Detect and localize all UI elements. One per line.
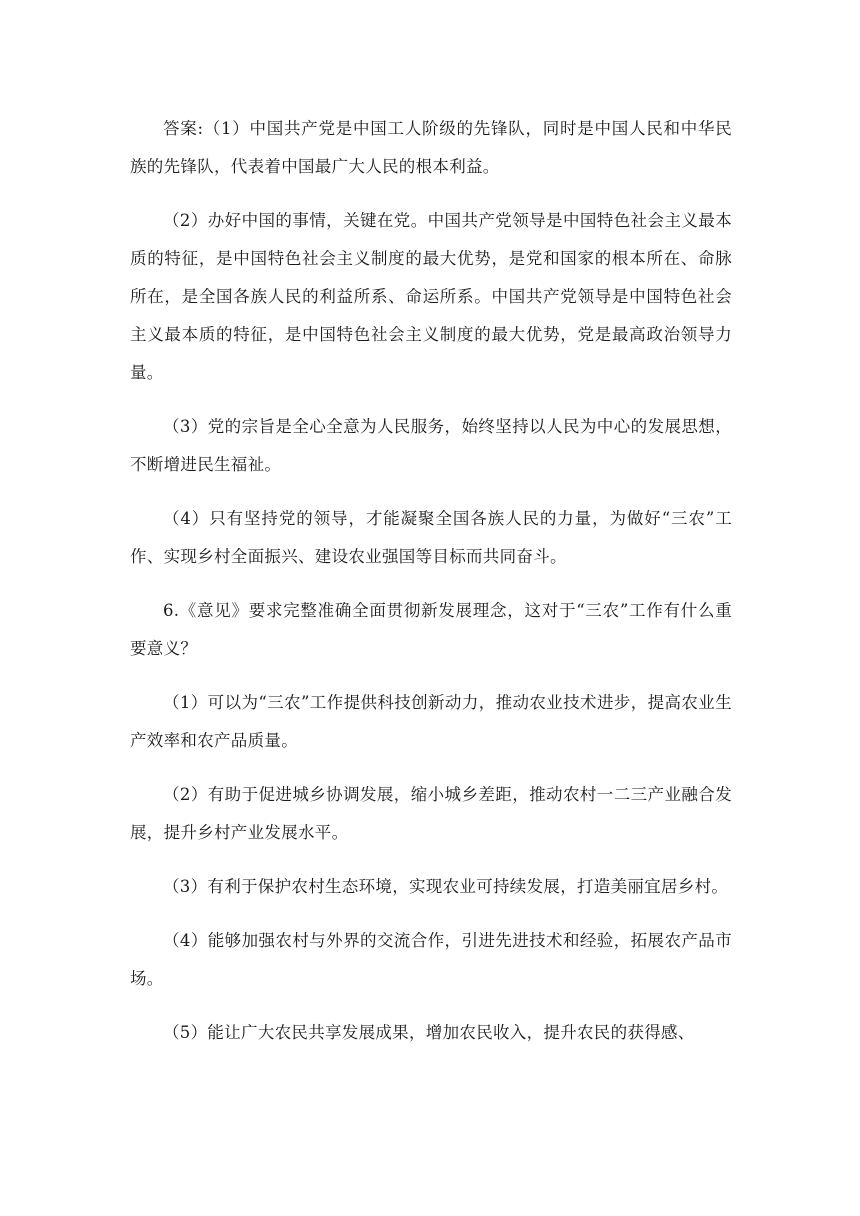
answer-paragraph-4: （4）只有坚持党的领导，才能凝聚全国各族人民的力量，为做好“三农”工作、实现乡村全面振兴、建设农业强国等目标而共同奋斗。 — [130, 509, 732, 566]
answer-paragraph-3: （3）党的宗旨是全心全意为人民服务，始终坚持以人民为中心的发展思想，不断增进民生福祉。 — [130, 417, 732, 474]
question-6-point-2: （2）有助于促进城乡协调发展，缩小城乡差距，推动农村一二三产业融合发展，提升乡村产业发展水平。 — [130, 785, 732, 842]
answer-paragraph-1: 答案:（1）中国共产党是中国工人阶级的先锋队，同时是中国人民和中华民族的先锋队，代表着中国最广大人民的根本利益。 — [130, 119, 732, 176]
question-6-point-1: （1）可以为“三农”工作提供科技创新动力，推动农业技术进步，提高农业生产效率和农产品质量。 — [130, 693, 732, 750]
question-6-point-5: （5）能让广大农民共享发展成果，增加农民收入，提升农民的获得感、 — [163, 1023, 695, 1042]
answer-paragraph-2: （2）办好中国的事情，关键在党。中国共产党领导是中国特色社会主义最本质的特征，是中国特色社会主义制度的最大优势，是党和国家的根本所在、命脉所在，是全国各族人民的利益所系、命运所系。中国共产党领导是中国特色社会主义最本质的特征，是中国特色社会主义制度的最大优势，党是最高政治领导力量。 — [130, 211, 732, 382]
question-6-point-3: （3）有利于保护农村生态环境，实现农业可持续发展，打造美丽宜居乡村。 — [163, 877, 729, 896]
question-6: 6.《意见》要求完整准确全面贯彻新发展理念，这对于“三农”工作有什么重要意义？ — [130, 601, 732, 658]
question-6-point-4: （4）能够加强农村与外界的交流合作，引进先进技术和经验，拓展农产品市场。 — [130, 931, 732, 988]
document-body — [130, 110, 732, 1068]
